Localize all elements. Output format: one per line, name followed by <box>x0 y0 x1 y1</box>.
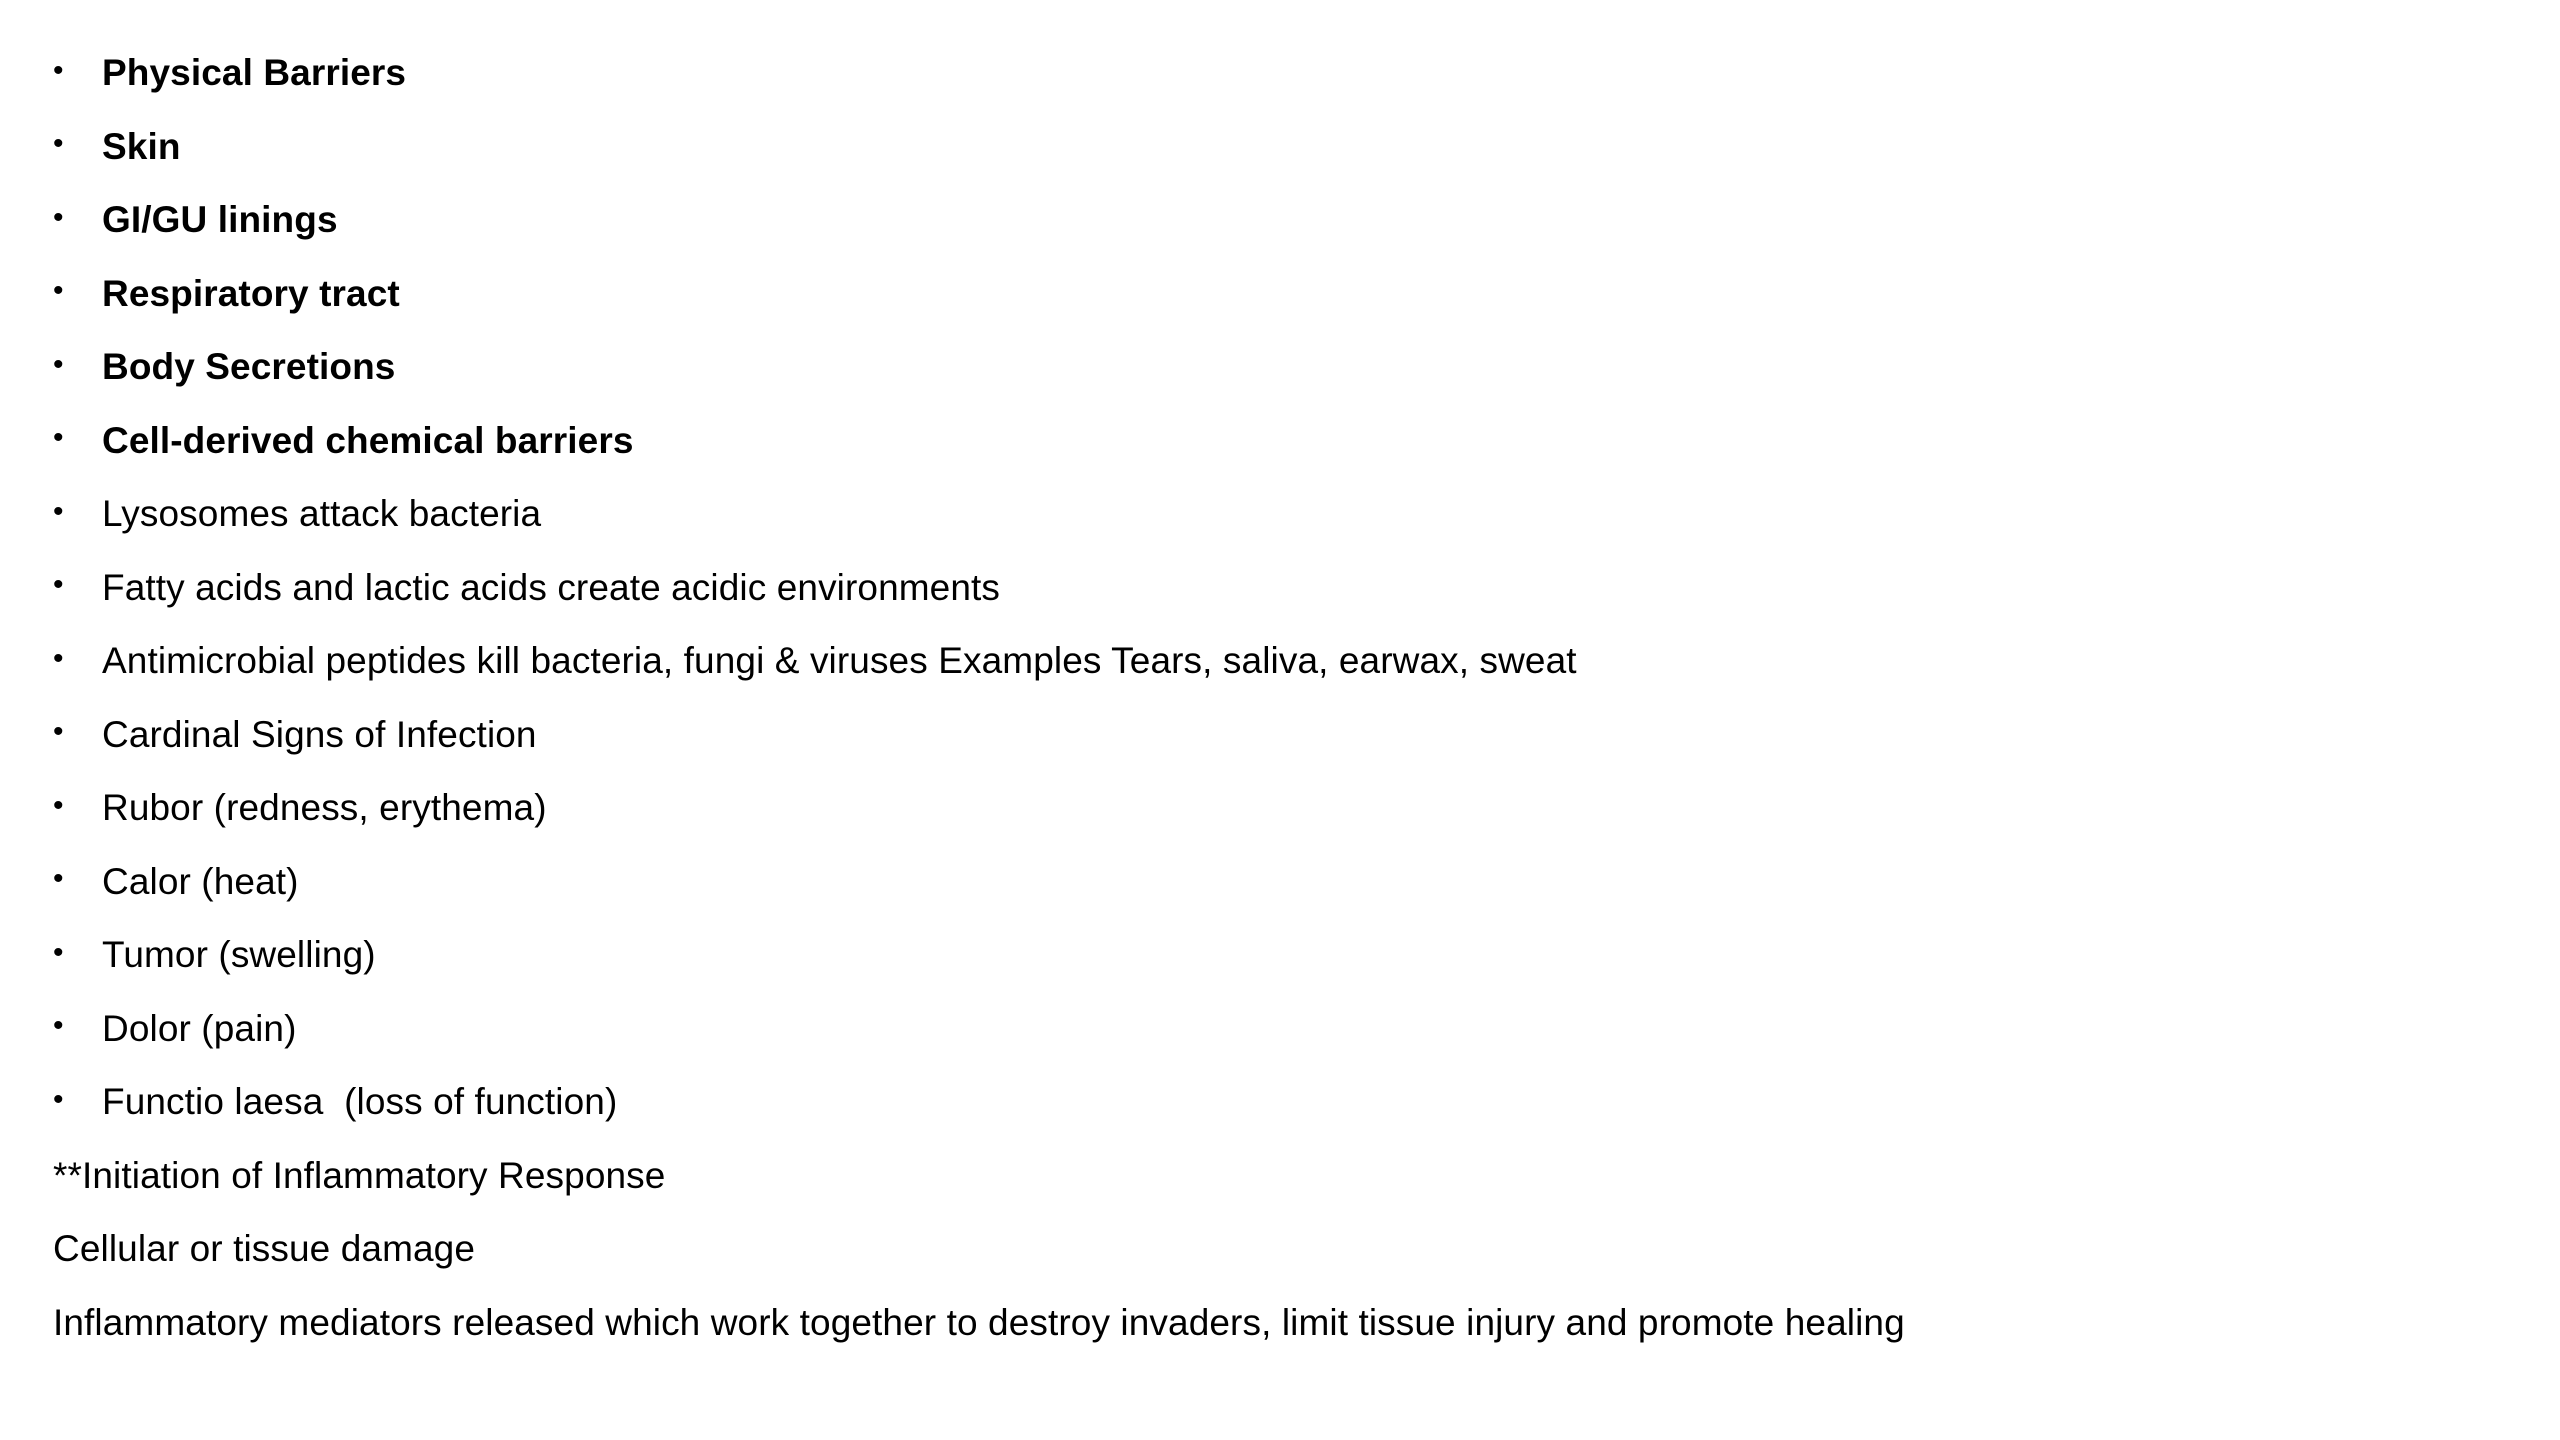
bullet-text: Cell-derived chemical barriers <box>102 419 634 461</box>
paragraph-initiation-heading: **Initiation of Inflammatory Response <box>53 1154 666 1196</box>
paragraph-cellular-damage: Cellular or tissue damage <box>53 1228 476 1270</box>
bullet-text: Dolor (pain) <box>102 1007 297 1049</box>
bullet-icon: • <box>53 641 64 675</box>
bullet-icon: • <box>53 1082 64 1116</box>
bullet-icon: • <box>53 715 64 749</box>
bullet-icon: • <box>53 274 64 308</box>
bullet-item-body-secretions <box>53 330 2453 404</box>
bullet-text: Skin <box>102 125 181 167</box>
bullet-text: Body Secretions <box>102 346 396 388</box>
paragraph-inflammatory-mediators: Inflammatory mediators released which work together to destroy invaders, limit tissue injury and promote healing <box>53 1301 1905 1343</box>
bullet-icon: • <box>53 788 64 822</box>
bullet-item-functio-laesa <box>53 1065 2453 1139</box>
bullet-item-fatty-acids <box>53 551 2453 625</box>
bullet-text: Antimicrobial peptides kill bacteria, fungi & viruses Examples Tears, saliva, earwax, sweat <box>102 640 1577 682</box>
bullet-icon: • <box>53 127 64 161</box>
bullet-icon: • <box>53 862 64 896</box>
bullet-text: GI/GU linings <box>102 199 338 241</box>
bullet-icon: • <box>53 200 64 234</box>
bullet-text: Physical Barriers <box>102 52 407 94</box>
bullet-icon: • <box>53 53 64 87</box>
slide-content <box>53 36 2453 1359</box>
bullet-icon: • <box>53 935 64 969</box>
bullet-item-cell-derived-barriers <box>53 404 2453 478</box>
bullet-icon: • <box>53 568 64 602</box>
bullet-item-rubor <box>53 771 2453 845</box>
bullet-item-dolor <box>53 992 2453 1066</box>
bullet-icon: • <box>53 421 64 455</box>
bullet-text: Cardinal Signs of Infection <box>102 713 537 755</box>
bullet-icon: • <box>53 494 64 528</box>
bullet-item-gi-gu-linings <box>53 183 2453 257</box>
bullet-text: Functio laesa (loss of function) <box>102 1081 618 1123</box>
bullet-text: Lysosomes attack bacteria <box>102 493 542 535</box>
bullet-icon: • <box>53 1009 64 1043</box>
bullet-item-tumor <box>53 918 2453 992</box>
bullet-text: Respiratory tract <box>102 272 400 314</box>
bullet-text: Tumor (swelling) <box>102 934 376 976</box>
bullet-item-antimicrobial-peptides <box>53 624 2453 698</box>
bullet-item-physical-barriers <box>53 36 2453 110</box>
bullet-text: Rubor (redness, erythema) <box>102 787 547 829</box>
bullet-text: Calor (heat) <box>102 860 299 902</box>
bullet-item-cardinal-signs <box>53 698 2453 772</box>
bullet-item-lysosomes <box>53 477 2453 551</box>
bullet-text: Fatty acids and lactic acids create acidic environments <box>102 566 1001 608</box>
bullet-icon: • <box>53 347 64 381</box>
bullet-item-skin <box>53 110 2453 184</box>
bullet-item-calor <box>53 845 2453 919</box>
bullet-item-respiratory-tract <box>53 257 2453 331</box>
